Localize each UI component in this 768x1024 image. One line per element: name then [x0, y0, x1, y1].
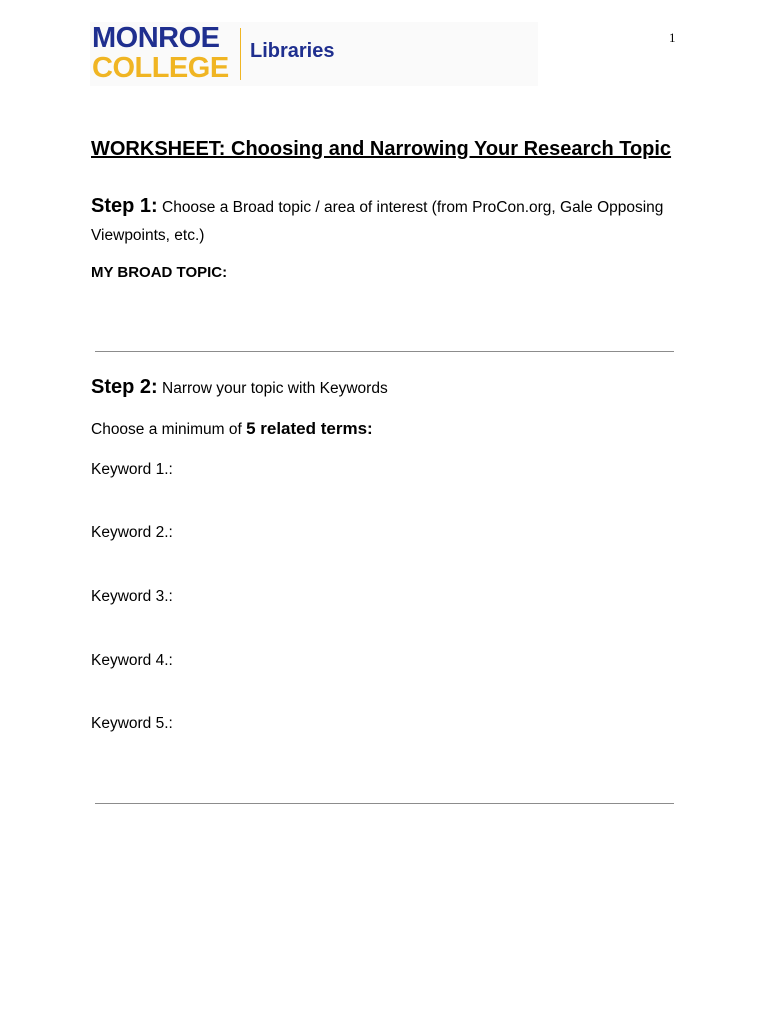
- page-number: 1: [669, 30, 676, 45]
- minimum-terms-instruction: [91, 419, 373, 439]
- logo-monroe-text: MONROE: [92, 22, 220, 54]
- step1-text: Choose a Broad topic / area of interest (from ProCon.org, Gale Opposing Viewpoints, etc.): [91, 199, 664, 244]
- keyword-label-3: Keyword 3.:: [91, 588, 173, 605]
- keyword-label-2: Keyword 2.:: [91, 524, 173, 541]
- logo-divider: [240, 28, 241, 80]
- step1-label: Step 1:: [91, 195, 158, 217]
- step2-block: [91, 373, 691, 403]
- step1-block: [91, 192, 691, 250]
- keyword-label-5: Keyword 5.:: [91, 715, 173, 732]
- keyword-label-1: Keyword 1.:: [91, 461, 173, 478]
- keyword-label-4: Keyword 4.:: [91, 652, 173, 669]
- instruction-emphasis: 5 related terms:: [246, 419, 373, 438]
- keywords-section-divider: [95, 803, 674, 804]
- logo-college-text: COLLEGE: [92, 52, 229, 84]
- broad-topic-label: MY BROAD TOPIC:: [91, 264, 228, 281]
- monroe-college-libraries-logo: [90, 22, 538, 86]
- broad-topic-answer-line: [95, 351, 674, 352]
- logo-libraries-text: Libraries: [250, 40, 335, 62]
- step2-label: Step 2:: [91, 376, 158, 398]
- instruction-prefix: Choose a minimum of: [91, 421, 242, 438]
- worksheet-title: WORKSHEET: Choosing and Narrowing Your Research Topic: [91, 138, 672, 160]
- step2-text: Narrow your topic with Keywords: [162, 380, 388, 397]
